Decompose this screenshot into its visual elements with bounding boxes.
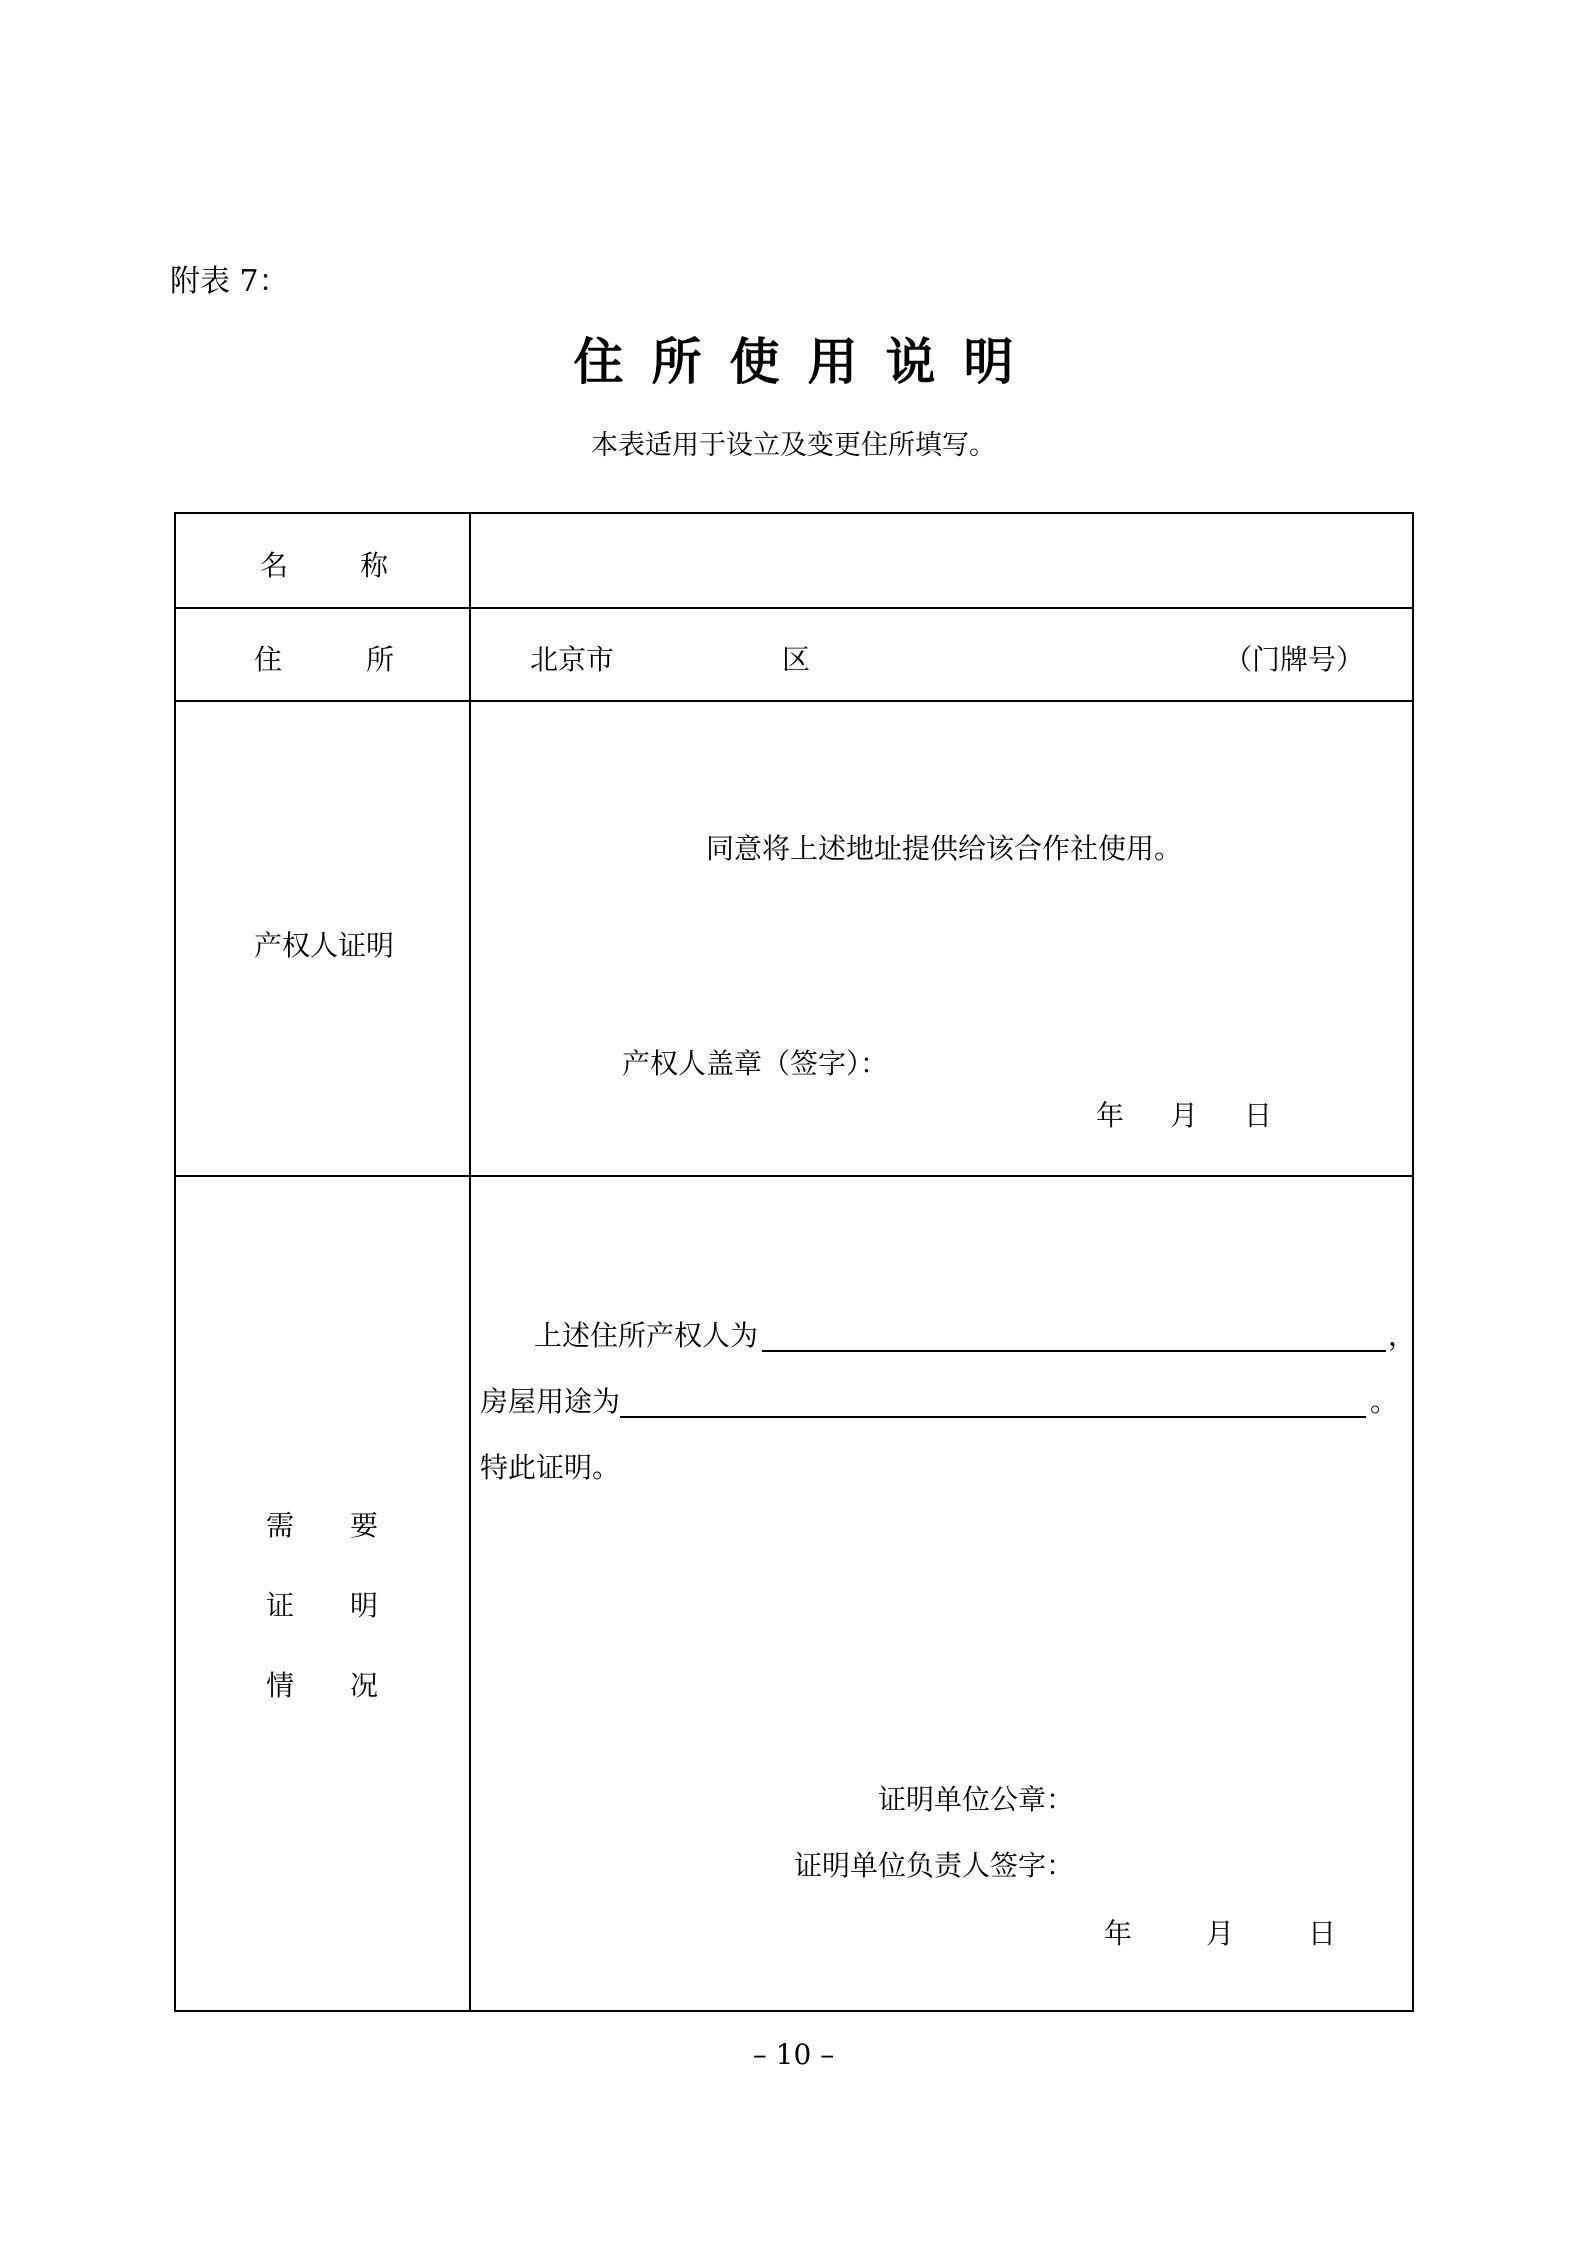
situation-label-line-1: 需 要: [266, 1509, 378, 1542]
usage-line-prefix: 房屋用途为: [480, 1385, 621, 1418]
situation-label-line-3: 情 况: [266, 1669, 378, 1702]
usage-line-end: 。: [1370, 1385, 1399, 1418]
row-divider: [176, 607, 1412, 609]
address-label: 住 所: [254, 643, 394, 676]
usage-blank[interactable]: [620, 1416, 1366, 1418]
unit-signature-label: 证明单位负责人签字：: [794, 1849, 1075, 1882]
column-divider: [469, 514, 471, 2010]
owner-consent-statement: 同意将上述地址提供给该合作社使用。: [706, 832, 1183, 865]
address-door-number: （门牌号）: [1224, 643, 1365, 676]
owner-seal-label: 产权人盖章（签字）：: [622, 1047, 889, 1080]
page-subtitle: 本表适用于设立及变更住所填写。: [591, 430, 996, 461]
address-city: 北京市: [530, 643, 615, 676]
page-number: – 10 –: [752, 2038, 835, 2071]
owner-line-end: ，: [1388, 1319, 1417, 1352]
closing-text: 特此证明。: [480, 1451, 621, 1484]
owner-proof-date: 年 月 日: [1096, 1099, 1272, 1132]
form-table: [174, 512, 1417, 2012]
row-divider: [176, 700, 1412, 702]
name-value-cell[interactable]: [472, 516, 1408, 605]
owner-proof-label: 产权人证明: [254, 929, 395, 962]
address-district: 区: [782, 643, 811, 676]
name-label: 名 称: [260, 549, 388, 582]
situation-label-line-2: 证 明: [266, 1589, 378, 1622]
appendix-label: 附表 7：: [170, 264, 289, 299]
unit-seal-label: 证明单位公章：: [878, 1783, 1075, 1816]
owner-name-blank[interactable]: [762, 1350, 1386, 1352]
row-divider: [176, 1175, 1412, 1177]
situation-date: 年 月 日: [1104, 1917, 1336, 1950]
page-title: 住所使用说明: [573, 332, 1042, 391]
owner-line-prefix: 上述住所产权人为: [534, 1319, 759, 1352]
